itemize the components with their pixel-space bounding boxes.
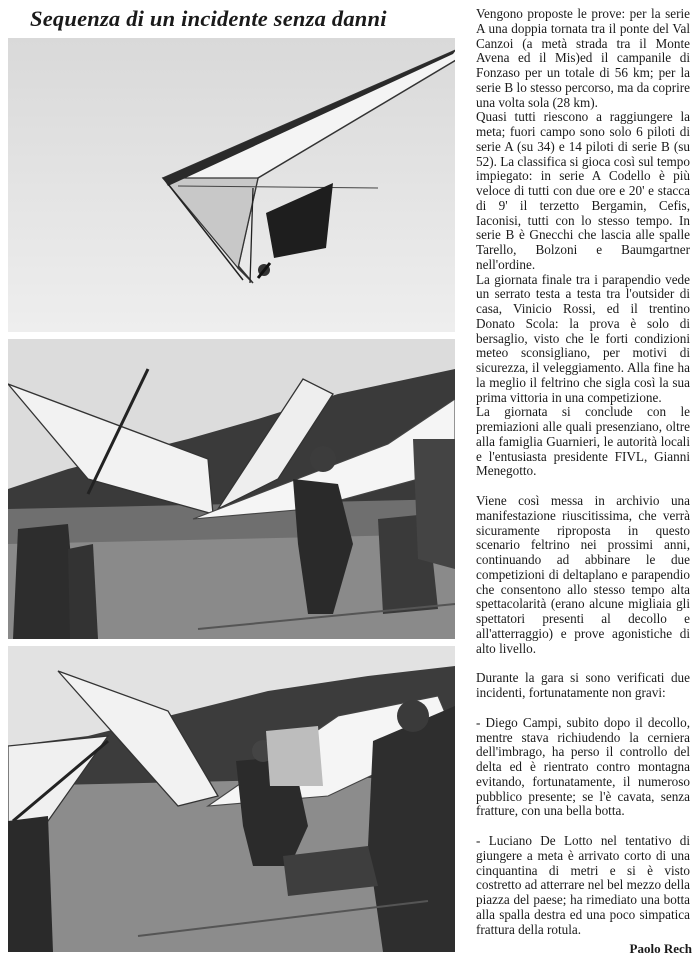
paragraph-premiazioni: La giornata si conclude con le premiazioni alle quali presenziano, oltre alla famiglia Guarnieri, le autorità locali e l'entusiasta presidente FIVL, Gianni Menegotto.: [476, 404, 690, 479]
article-body: [476, 7, 690, 937]
paragraph-campi: - Diego Campi, subito dopo il decollo, mentre stava richiudendo la cerniera dell'imbrago, ha perso il controllo del delta ed è rientrato contro montagna evitando, fortunatamente, il numeroso pubblico presente; se l'è cavata, senza fratture, con una bella botta.: [476, 714, 690, 819]
paragraph-incidenti: Durante la gara si sono verificati due incidenti, fortunatamente non gravi:: [476, 670, 690, 700]
photo-crash-on-hillside: [8, 339, 455, 639]
author-signature: Paolo Rech: [629, 941, 692, 956]
paragraph-de-lotto: - Luciano De Lotto nel tentativo di giungere a meta è arrivato corto di una cinquantina di metri e si è visto costretto ad atterrare nel bel mezzo della piazza del paese; ha rimediato una botta alla spalla destra ed una poco simpatica frattura della rotula.: [476, 833, 690, 937]
paragraph-parapendio: La giornata finale tra i parapendio vede un serrato testa a testa tra l'outsider di casa, Vinicio Rossi, ed il trentino Donato Scola: la prova è solo di bersaglio, visto che le forti condizioni meteo sconsigliano, per motivi di sicurezza, il veleggiamento. Alla fine ha la meglio il feltrino che sigla così la sua prima vittoria in una competizione.: [476, 271, 690, 405]
photo-glider-on-ground: [8, 646, 455, 952]
paragraph-classifica: Quasi tutti riescono a raggiungere la meta; fuori campo sono solo 6 piloti di serie A (su 34) e 14 piloti di serie B (su 52). La classifica si gioca così sul tempo impiegato: in serie A Codello è più veloce di tutti con due ore e 20' e stacca di 9' il terzetto Bergamin, Cefis, Iaconisi, tutti con lo stesso tempo. In serie B è Gnecchi che lascia alle spalle Tarello, Bolzoni e Baumgartner nell'ordine.: [476, 109, 690, 272]
paragraph-prove: Vengono proposte le prove: per la serie A una doppia tornata tra il ponte del Val Canzoi (a metà strada tra il Monte Avena ed il Mis)ed il campanile di Fonzaso per un totale di 56 km; per la serie B lo stesso percorso, ma da coprire una volta sola (28 km).: [476, 6, 690, 110]
article-title: Sequenza di un incidente senza danni: [30, 6, 387, 31]
photo-glider-in-flight: [8, 38, 455, 332]
paragraph-archivio: Viene così messa in archivio una manifestazione riuscitissima, che verrà sicuramente riproposta in questo scenario feltrino nei prossimi anni, continuando ad abbinare le due competizioni di deltaplano e parapendio che consentono allo stesso tempo alta spettacolarità (erano alcune migliaia gli spettatori presenti al decollo e all'atterraggio) e prove agonistiche di alto livello.: [476, 493, 690, 656]
